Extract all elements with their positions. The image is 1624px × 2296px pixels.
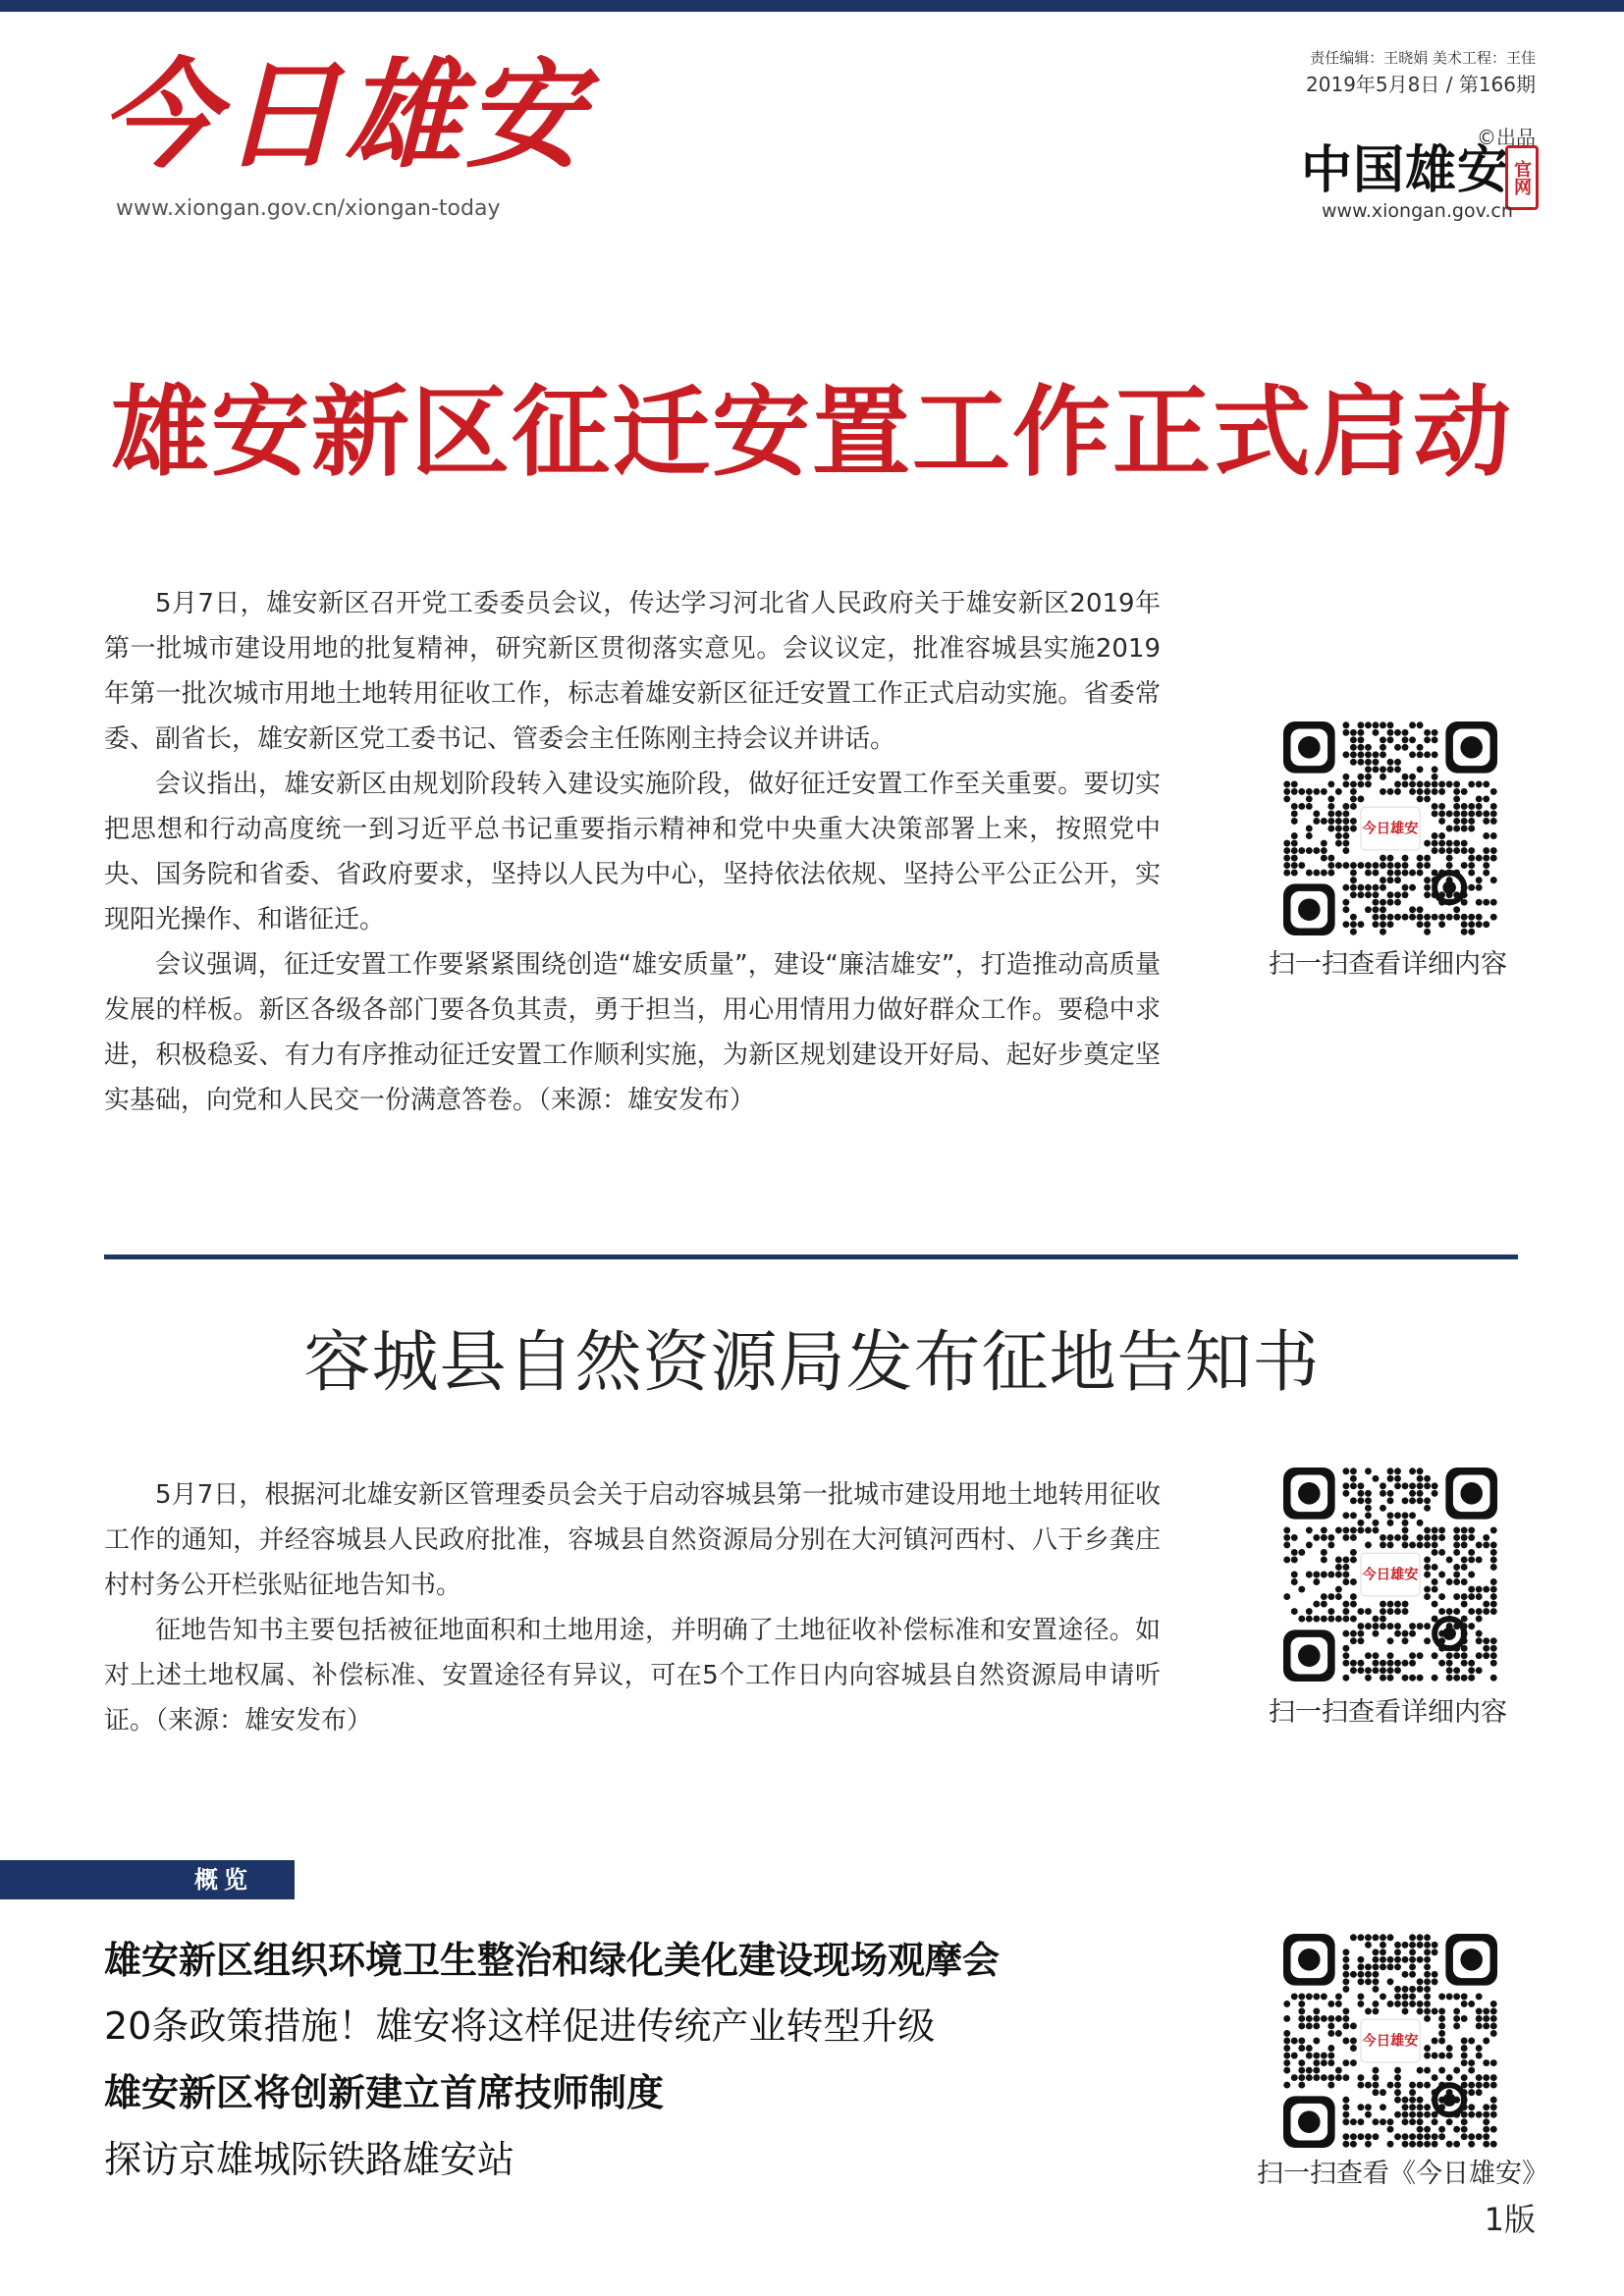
section-divider (104, 1255, 1518, 1259)
svg-text:今日雄安: 今日雄安 (1362, 821, 1419, 837)
article-body-2 (104, 1472, 1161, 1743)
qr-caption: 扫一扫查看详细内容 (1269, 1697, 1507, 1728)
producer-note: ©出品 (1477, 126, 1536, 149)
paragraph: 会议指出，雄安新区由规划阶段转入建设实施阶段，做好征迁安置工作至关重要。要切实把思想和行动高度统一到习近平总书记重要指示精神和党中央重大决策部署上来，按照党中央、国务院和省委、省政府要求，坚持以人民为中心，坚持依法依规、坚持公平公正公开，实现阳光操作、和谐征迁。 (104, 770, 1161, 934)
qr-code-icon[interactable] (1283, 721, 1497, 935)
issue-date: 2019年5月8日 / 第166期 (1306, 73, 1536, 96)
qr-code-icon[interactable] (1283, 1934, 1497, 2148)
page-number: 1版 (1484, 2201, 1536, 2238)
svg-text:今日雄安: 今日雄安 (1362, 2033, 1419, 2050)
paragraph: 会议强调，征迁安置工作要紧紧围绕创造“雄安质量”，建设“廉洁雄安”，打造推动高质量发展的样板。新区各级各部门要各负其责，勇于担当，用心用情用力做好群众工作。要稳中求进，积极稳妥、有力有序推动征迁安置工作顺利实施，为新区规划建设开好局、起好步奠定坚实基础，向党和人民交一份满意答卷。（来源：雄安发布） (104, 950, 1161, 1115)
masthead-logo: 今日雄安 (100, 46, 587, 185)
qr-code-icon[interactable] (1283, 1468, 1497, 1682)
headline-secondary: 容城县自然资源局发布征地告知书 (303, 1324, 1321, 1402)
overview-label: 概览 (194, 1866, 253, 1894)
overview-item[interactable]: 雄安新区将创新建立首席技师制度 (104, 2071, 665, 2114)
brand-logo: 中国雄安 (1301, 140, 1510, 200)
editor-credits: 责任编辑：王晓娟 美术工程：王佳 (1310, 49, 1536, 67)
svg-text:今日雄安: 今日雄安 (1362, 1567, 1419, 1583)
brand-url[interactable]: www.xiongan.gov.cn (1322, 200, 1513, 222)
paragraph: 征地告知书主要包括被征地面积和土地用途，并明确了土地征收补偿标准和安置途径。如对上述土地权属、补偿标准、安置途径有异议，可在5个工作日内向容城县自然资源局申请听证。（来源：雄安发布） (104, 1616, 1161, 1735)
paragraph: 5月7日，雄安新区召开党工委委员会议，传达学习河北省人民政府关于雄安新区2019年第一批城市建设用地的批复精神，研究新区贯彻落实意见。会议议定，批准容城县实施2019年第一批次城市用地土地转用征收工作，标志着雄安新区征迁安置工作正式启动实施。省委常委、副省长，雄安新区党工委书记、管委会主任陈刚主持会议并讲话。 (104, 589, 1161, 754)
headline-main: 雄安新区征迁安置工作正式启动 (111, 374, 1513, 490)
overview-item[interactable]: 20条政策措施！雄安将这样促进传统产业转型升级 (104, 2004, 936, 2048)
qr-caption: 扫一扫查看《今日雄安》 (1257, 2159, 1548, 2189)
paragraph: 5月7日，根据河北雄安新区管理委员会关于启动容城县第一批城市建设用地土地转用征收工作的通知，并经容城县人民政府批准，容城县自然资源局分别在大河镇河西村、八于乡龚庄村村务公开栏张贴征地告知书。 (104, 1480, 1161, 1600)
masthead-url[interactable]: www.xiongan.gov.cn/xiongan-today (116, 196, 501, 221)
top-color-bar (0, 0, 1624, 12)
overview-item[interactable]: 雄安新区组织环境卫生整治和绿化美化建设现场观摩会 (104, 1939, 1001, 1982)
official-seal: 官网 (1505, 145, 1539, 210)
overview-item[interactable]: 探访京雄城际铁路雄安站 (104, 2138, 515, 2181)
article-body-1 (104, 581, 1161, 1123)
qr-caption: 扫一扫查看详细内容 (1269, 949, 1507, 980)
